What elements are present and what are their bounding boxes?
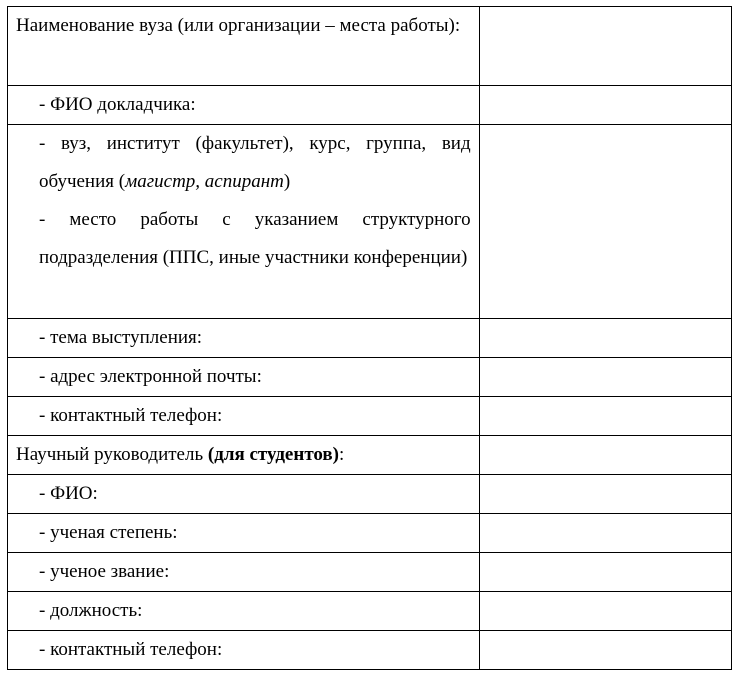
table-row-supervisor-phone — [8, 631, 732, 670]
label-supervisor-text — [16, 436, 471, 474]
label-study-work-info — [8, 125, 480, 319]
table-row-email — [8, 358, 732, 397]
label-supervisor-prefix: Научный руководитель — [16, 444, 208, 465]
field-organization[interactable] — [479, 7, 731, 86]
table-row-supervisor-name — [8, 475, 732, 514]
table-row-speaker-name — [8, 86, 732, 125]
label-academic-title — [8, 553, 480, 592]
table-row-speaker-phone — [8, 397, 732, 436]
field-academic-degree[interactable] — [479, 514, 731, 553]
label-academic-degree — [8, 514, 480, 553]
label-speaker-name-text: - ФИО докладчика: — [39, 94, 196, 115]
registration-form-table — [7, 6, 732, 670]
label-email — [8, 358, 480, 397]
label-email-text: - адрес электронной почты: — [39, 366, 262, 387]
label-study-info-italic: магистр, аспирант — [125, 171, 284, 192]
field-supervisor[interactable] — [479, 436, 731, 475]
table-row-academic-degree — [8, 514, 732, 553]
label-supervisor-name — [8, 475, 480, 514]
label-academic-title-text: - ученое звание: — [39, 561, 170, 582]
label-talk-topic-text: - тема выступления: — [39, 327, 203, 348]
label-speaker-name — [8, 86, 480, 125]
field-email[interactable] — [479, 358, 731, 397]
field-supervisor-name[interactable] — [479, 475, 731, 514]
table-row-position — [8, 592, 732, 631]
label-speaker-phone — [8, 397, 480, 436]
field-study-work-info[interactable] — [479, 125, 731, 319]
label-study-info — [39, 125, 471, 201]
table-row-organization — [8, 7, 732, 86]
label-organization-text: Наименование вуза (или организации – места работы): — [16, 15, 461, 36]
label-supervisor-suffix: : — [339, 444, 345, 465]
label-academic-degree-text: - ученая степень: — [39, 522, 178, 543]
table-row-supervisor — [8, 436, 732, 475]
field-talk-topic[interactable] — [479, 319, 731, 358]
field-speaker-phone[interactable] — [479, 397, 731, 436]
field-supervisor-phone[interactable] — [479, 631, 731, 670]
label-supervisor-bold: (для студентов) — [207, 444, 340, 465]
table-row-talk-topic — [8, 319, 732, 358]
label-organization — [8, 7, 480, 86]
field-speaker-name[interactable] — [479, 86, 731, 125]
label-talk-topic — [8, 319, 480, 358]
label-supervisor-name-text: - ФИО: — [39, 483, 98, 504]
label-supervisor-phone-text: - контактный телефон: — [39, 639, 223, 660]
field-position[interactable] — [479, 592, 731, 631]
label-work-info: - место работы с указанием структурного подразделения (ППС, иные участники конференции) — [39, 209, 471, 268]
table-row-study-work-info — [8, 125, 732, 319]
label-position — [8, 592, 480, 631]
label-position-text: - должность: — [39, 600, 143, 621]
label-study-info-prefix: - вуз, институт (факультет), курс, группа, вид обучения ( — [39, 133, 471, 192]
table-row-academic-title — [8, 553, 732, 592]
label-speaker-phone-text: - контактный телефон: — [39, 405, 223, 426]
label-supervisor — [8, 436, 480, 475]
label-supervisor-phone — [8, 631, 480, 670]
field-academic-title[interactable] — [479, 553, 731, 592]
label-study-info-suffix: ) — [283, 171, 291, 192]
